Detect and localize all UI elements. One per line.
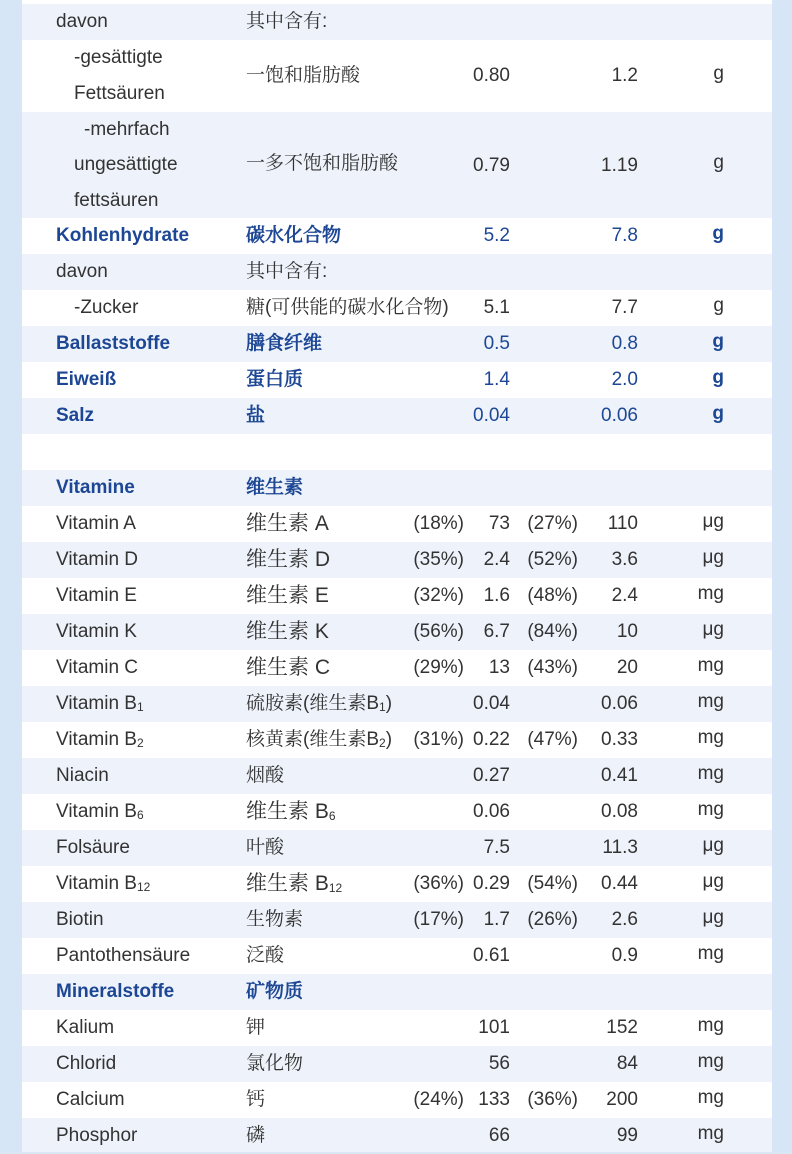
value-per-100ml: 0.80 bbox=[473, 65, 510, 86]
unit: g bbox=[713, 152, 724, 173]
label-de: Kohlenhydrate bbox=[56, 225, 190, 246]
unit: mg bbox=[697, 691, 724, 712]
label-de: -gesättigte bbox=[74, 47, 163, 68]
value-per-serving: 7.7 bbox=[611, 297, 638, 318]
label-de bbox=[56, 794, 144, 831]
label-zh-text: 硫胺素(维生素B bbox=[246, 693, 380, 714]
table-row bbox=[22, 218, 772, 254]
label-de-text: Vitamin B bbox=[56, 693, 137, 714]
left-border bbox=[0, 0, 22, 1152]
label-zh: 蛋白质 bbox=[246, 369, 304, 390]
value-per-100ml: 0.04 bbox=[473, 693, 510, 714]
table-row bbox=[22, 902, 772, 938]
unit: μg bbox=[702, 511, 724, 532]
value-per-100ml: 0.5 bbox=[483, 333, 510, 354]
table-row bbox=[22, 506, 772, 542]
nrv-pct-serving: (27%) bbox=[527, 513, 578, 534]
value-per-serving: 0.06 bbox=[601, 405, 638, 426]
value-per-100ml: 0.29 bbox=[473, 873, 510, 894]
label-de: Vitamin E bbox=[56, 585, 137, 606]
value-per-serving: 0.41 bbox=[601, 765, 638, 786]
value-per-100ml: 0.27 bbox=[473, 765, 510, 786]
nrv-pct-100ml: (18%) bbox=[413, 513, 464, 534]
label-de: Vitamin D bbox=[56, 549, 139, 570]
value-per-100ml: 101 bbox=[478, 1017, 510, 1038]
table-row bbox=[22, 542, 772, 578]
label-zh: 钾 bbox=[246, 1017, 266, 1038]
table-row bbox=[22, 1118, 772, 1152]
value-per-serving: 0.08 bbox=[601, 801, 638, 822]
nrv-pct-100ml: (24%) bbox=[413, 1089, 464, 1110]
label-de: Ballaststoffe bbox=[56, 333, 171, 354]
label-zh: 氯化物 bbox=[246, 1053, 304, 1074]
label-de: davon bbox=[56, 261, 108, 282]
value-per-100ml: 0.79 bbox=[473, 155, 510, 176]
label-de: Pantothensäure bbox=[56, 945, 191, 966]
label-zh bbox=[246, 686, 392, 723]
label-zh: 膳食纤维 bbox=[246, 333, 323, 354]
value-per-serving: 2.0 bbox=[611, 369, 638, 390]
unit: mg bbox=[697, 727, 724, 748]
label-de: -Zucker bbox=[74, 297, 139, 318]
unit: g bbox=[712, 223, 724, 244]
nutrition-table bbox=[22, 0, 772, 1152]
unit: mg bbox=[697, 1051, 724, 1072]
value-per-serving: 7.8 bbox=[611, 225, 638, 246]
unit: mg bbox=[697, 1015, 724, 1036]
table-row bbox=[22, 4, 772, 40]
unit: μg bbox=[702, 871, 724, 892]
nrv-pct-100ml: (56%) bbox=[413, 621, 464, 642]
nrv-pct-100ml: (32%) bbox=[413, 585, 464, 606]
label-zh-subscript: 1 bbox=[379, 700, 386, 714]
label-zh: 泛酸 bbox=[246, 945, 285, 966]
label-zh: 烟酸 bbox=[246, 765, 285, 786]
label-zh: 一多不饱和脂肪酸 bbox=[246, 153, 399, 174]
value-per-100ml: 1.6 bbox=[483, 585, 510, 606]
label-de: Vitamin A bbox=[56, 513, 136, 534]
spacer-row bbox=[22, 434, 772, 470]
value-per-serving: 200 bbox=[606, 1089, 638, 1110]
label-de: Chlorid bbox=[56, 1053, 117, 1074]
label-zh-subscript: 2 bbox=[379, 736, 386, 750]
label-zh: 维生素 D bbox=[246, 548, 330, 571]
value-per-serving: 99 bbox=[616, 1125, 638, 1146]
label-de-subscript: 6 bbox=[136, 808, 144, 822]
label-zh-close: ) bbox=[385, 729, 393, 750]
label-de: Calcium bbox=[56, 1089, 125, 1110]
value-per-serving: 3.6 bbox=[611, 549, 638, 570]
label-zh bbox=[246, 722, 392, 759]
section-title-de: Mineralstoffe bbox=[56, 981, 175, 1002]
label-de: Vitamin K bbox=[56, 621, 137, 642]
table-row bbox=[22, 362, 772, 398]
nrv-pct-serving: (54%) bbox=[527, 873, 578, 894]
value-per-serving: 1.19 bbox=[601, 155, 638, 176]
unit: μg bbox=[702, 619, 724, 640]
label-zh: 碳水化合物 bbox=[246, 225, 342, 246]
nrv-pct-100ml: (36%) bbox=[413, 873, 464, 894]
nrv-pct-serving: (26%) bbox=[527, 909, 578, 930]
label-de-subscript: 2 bbox=[136, 736, 144, 750]
unit: mg bbox=[697, 1087, 724, 1108]
table-row bbox=[22, 290, 772, 326]
label-zh-subscript: 6 bbox=[328, 809, 336, 823]
value-per-100ml: 1.4 bbox=[483, 369, 510, 390]
value-per-serving: 110 bbox=[607, 513, 638, 534]
label-de-cont: Fettsäuren bbox=[74, 83, 165, 104]
value-per-100ml: 1.7 bbox=[483, 909, 510, 930]
value-per-100ml: 2.4 bbox=[483, 549, 510, 570]
label-zh: 其中含有: bbox=[246, 261, 328, 282]
label-zh: 维生素 E bbox=[246, 584, 329, 607]
value-per-100ml: 5.2 bbox=[483, 225, 510, 246]
value-per-100ml: 0.61 bbox=[473, 945, 510, 966]
unit: mg bbox=[697, 583, 724, 604]
label-zh bbox=[246, 866, 342, 904]
value-per-serving: 0.44 bbox=[601, 873, 638, 894]
label-zh: 维生素 K bbox=[246, 620, 329, 643]
label-de-text: Vitamin B bbox=[56, 873, 137, 894]
nrv-pct-serving: (43%) bbox=[527, 657, 578, 678]
value-per-serving: 152 bbox=[606, 1017, 638, 1038]
value-per-100ml: 0.06 bbox=[473, 801, 510, 822]
label-de: Kalium bbox=[56, 1017, 115, 1038]
label-de bbox=[56, 866, 150, 903]
value-per-serving: 0.33 bbox=[601, 729, 638, 750]
label-de bbox=[56, 686, 144, 723]
label-de: Salz bbox=[56, 405, 95, 426]
table-row bbox=[22, 758, 772, 794]
nrv-pct-100ml: (17%) bbox=[413, 909, 464, 930]
unit: g bbox=[713, 63, 724, 84]
value-per-100ml: 0.22 bbox=[473, 729, 510, 750]
unit: g bbox=[712, 331, 724, 352]
value-per-100ml: 66 bbox=[488, 1125, 510, 1146]
label-de: Folsäure bbox=[56, 837, 130, 858]
unit: mg bbox=[697, 943, 724, 964]
nrv-pct-serving: (36%) bbox=[527, 1089, 578, 1110]
table-row bbox=[22, 1010, 772, 1046]
value-per-100ml: 13 bbox=[488, 657, 510, 678]
label-zh: 钙 bbox=[246, 1089, 266, 1110]
unit: mg bbox=[697, 1123, 724, 1144]
label-zh: 维生素 A bbox=[246, 512, 329, 535]
nrv-pct-100ml: (31%) bbox=[413, 729, 464, 750]
unit: mg bbox=[697, 655, 724, 676]
unit: mg bbox=[697, 763, 724, 784]
table-row bbox=[22, 254, 772, 290]
value-per-serving: 0.8 bbox=[611, 333, 638, 354]
table-row bbox=[22, 614, 772, 650]
nrv-pct-serving: (48%) bbox=[527, 585, 578, 606]
value-per-serving: 11.3 bbox=[602, 837, 638, 858]
unit: g bbox=[713, 295, 724, 316]
unit: μg bbox=[702, 907, 724, 928]
table-row bbox=[22, 398, 772, 434]
unit: g bbox=[712, 403, 724, 424]
label-zh-close: ) bbox=[385, 693, 393, 714]
value-per-100ml: 7.5 bbox=[483, 837, 510, 858]
table-row bbox=[22, 578, 772, 614]
label-de: davon bbox=[56, 11, 108, 32]
label-zh: 其中含有: bbox=[246, 11, 328, 32]
label-de: Vitamin C bbox=[56, 657, 139, 678]
label-zh: 磷 bbox=[246, 1125, 266, 1146]
section-title-de: Vitamine bbox=[56, 477, 135, 498]
value-per-100ml: 5.1 bbox=[483, 297, 510, 318]
label-de-subscript: 12 bbox=[136, 880, 151, 894]
label-zh: 盐 bbox=[246, 405, 266, 426]
unit: μg bbox=[702, 835, 724, 856]
nrv-pct-serving: (52%) bbox=[527, 549, 578, 570]
table-row bbox=[22, 794, 772, 830]
label-zh bbox=[246, 794, 336, 832]
label-zh-text: 维生素 B bbox=[246, 800, 329, 823]
value-per-serving: 20 bbox=[616, 657, 638, 678]
label-zh: 叶酸 bbox=[246, 837, 285, 858]
label-de-text: Vitamin B bbox=[56, 801, 137, 822]
value-per-100ml: 56 bbox=[488, 1053, 510, 1074]
label-zh-text: 维生素 B bbox=[246, 872, 329, 895]
label-de: Niacin bbox=[56, 765, 109, 786]
table-row bbox=[22, 1082, 772, 1118]
value-per-serving: 2.4 bbox=[611, 585, 638, 606]
section-header-vitamins bbox=[22, 470, 772, 506]
value-per-100ml: 6.7 bbox=[483, 621, 510, 642]
table-row bbox=[22, 938, 772, 974]
value-per-serving: 0.9 bbox=[611, 945, 638, 966]
table-row bbox=[22, 722, 772, 758]
label-zh-text: 核黄素(维生素B bbox=[246, 729, 380, 750]
table-row bbox=[22, 830, 772, 866]
table-row bbox=[22, 40, 772, 112]
section-title-zh: 维生素 bbox=[246, 477, 304, 498]
label-de: Biotin bbox=[56, 909, 104, 930]
section-header-minerals bbox=[22, 974, 772, 1010]
table-row bbox=[22, 866, 772, 902]
value-per-serving: 1.2 bbox=[611, 65, 638, 86]
label-zh: 生物素 bbox=[246, 909, 304, 930]
unit: μg bbox=[702, 547, 724, 568]
label-de-cont: fettsäuren bbox=[74, 190, 159, 211]
label-zh: 糖(可供能的碳水化合物) bbox=[246, 297, 449, 318]
value-per-100ml: 0.04 bbox=[473, 405, 510, 426]
label-de-text: Vitamin B bbox=[56, 729, 137, 750]
value-per-100ml: 73 bbox=[488, 513, 510, 534]
label-zh: 维生素 C bbox=[246, 656, 330, 679]
value-per-serving: 10 bbox=[616, 621, 638, 642]
value-per-serving: 84 bbox=[616, 1053, 638, 1074]
nrv-pct-100ml: (35%) bbox=[413, 549, 464, 570]
table-row bbox=[22, 1046, 772, 1082]
value-per-serving: 0.06 bbox=[601, 693, 638, 714]
nrv-pct-serving: (47%) bbox=[527, 729, 578, 750]
label-de: -mehrfach bbox=[84, 119, 170, 140]
nrv-pct-100ml: (29%) bbox=[413, 657, 464, 678]
nrv-pct-serving: (84%) bbox=[527, 621, 578, 642]
unit: mg bbox=[697, 799, 724, 820]
table-row bbox=[22, 650, 772, 686]
label-de-cont: ungesättigte bbox=[74, 154, 178, 175]
table-row bbox=[22, 326, 772, 362]
value-per-100ml: 133 bbox=[478, 1089, 510, 1110]
table-row bbox=[22, 112, 772, 218]
table-row bbox=[22, 686, 772, 722]
value-per-serving: 2.6 bbox=[611, 909, 638, 930]
right-border bbox=[772, 0, 792, 1152]
label-zh: 一饱和脂肪酸 bbox=[246, 65, 361, 86]
label-zh-subscript: 12 bbox=[328, 881, 343, 895]
label-de-subscript: 1 bbox=[136, 700, 144, 714]
unit: g bbox=[712, 367, 724, 388]
label-de bbox=[56, 722, 144, 759]
label-de: Phosphor bbox=[56, 1125, 138, 1146]
section-title-zh: 矿物质 bbox=[246, 981, 304, 1002]
label-de: Eiweiß bbox=[56, 369, 117, 390]
